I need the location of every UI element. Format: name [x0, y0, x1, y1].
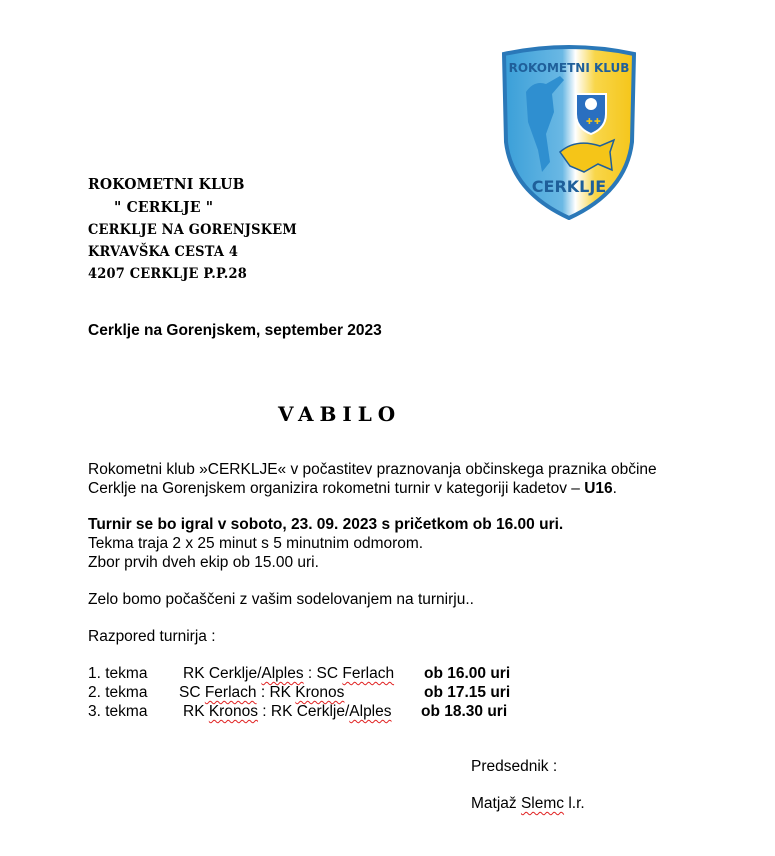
signature-role: Predsednik : — [471, 758, 558, 775]
team-text: Ferlach — [204, 684, 257, 701]
signature-suffix: l.r. — [564, 795, 585, 812]
schedule-row — [88, 702, 528, 721]
category-label: U16 — [584, 480, 613, 497]
team-text: Kronos — [295, 684, 345, 701]
team-text: Ferlach — [342, 665, 395, 682]
team-text: RK — [183, 703, 209, 720]
sender-line-5: 4207 CERKLJE P.P.28 — [88, 266, 247, 283]
match-time: ob 18.30 uri — [421, 703, 508, 720]
team-text: SC — [179, 684, 205, 701]
match-time: ob 17.15 uri — [424, 684, 511, 701]
logo-top-text: ROKOMETNI KLUB — [508, 61, 630, 75]
schedule-row — [88, 664, 528, 683]
tournament-date-line: Turnir se bo igral v soboto, 23. 09. 2023 s pričetkom ob 16.00 uri. — [88, 516, 564, 533]
team-text: Alples — [261, 665, 304, 682]
team-separator: : SC — [303, 665, 343, 682]
sender-line-1: ROKOMETNI KLUB — [88, 176, 245, 194]
duration-line: Tekma traja 2 x 25 minut s 5 minutnim odmorom. — [88, 535, 424, 552]
club-logo — [498, 42, 640, 220]
team-separator: : RK Cerklje/ — [257, 703, 350, 720]
match-teams — [183, 702, 392, 721]
schedule-row — [88, 683, 528, 702]
sender-line-4: KRVAVŠKA CESTA 4 — [88, 244, 239, 261]
intro-line-1: Rokometni klub »CERKLJE« v počastitev praznovanja občinskega praznika občine — [88, 461, 657, 478]
sender-line-3: CERKLJE NA GORENJSKEM — [88, 222, 297, 239]
team-text: Alples — [349, 703, 392, 720]
logo-bottom-text: CERKLJE — [531, 177, 607, 196]
team-separator: : RK — [256, 684, 296, 701]
game-number: 2. tekma — [88, 684, 148, 701]
gathering-line: Zbor prvih dveh ekip ob 15.00 uri. — [88, 554, 319, 571]
team-text: Kronos — [208, 703, 258, 720]
intro-line-2-end: . — [612, 480, 617, 497]
svg-text:✚: ✚ — [594, 117, 601, 126]
signature-name — [471, 794, 585, 813]
document-title: VABILO — [278, 402, 402, 426]
match-teams — [183, 664, 394, 683]
intro-line-2-text: Cerklje na Gorenjskem organizira rokometni turnir v kategoriji kadetov – — [88, 480, 585, 497]
honored-line: Zelo bomo počaščeni z vašim sodelovanjem na turnirju.. — [88, 591, 474, 608]
game-number: 3. tekma — [88, 703, 148, 720]
intro-line-2 — [88, 479, 617, 498]
place-date: Cerklje na Gorenjskem, september 2023 — [88, 322, 382, 339]
game-number: 1. tekma — [88, 665, 148, 682]
match-teams — [179, 683, 344, 702]
signature-last-name: Slemc — [520, 795, 565, 812]
match-time: ob 16.00 uri — [424, 665, 511, 682]
schedule-heading: Razpored turnirja : — [88, 628, 216, 645]
svg-text:✚: ✚ — [586, 117, 593, 126]
team-text: RK Cerklje/ — [183, 665, 262, 682]
sender-line-2: " CERKLJE " — [114, 199, 214, 217]
signature-first-name: Matjaž — [471, 795, 521, 812]
